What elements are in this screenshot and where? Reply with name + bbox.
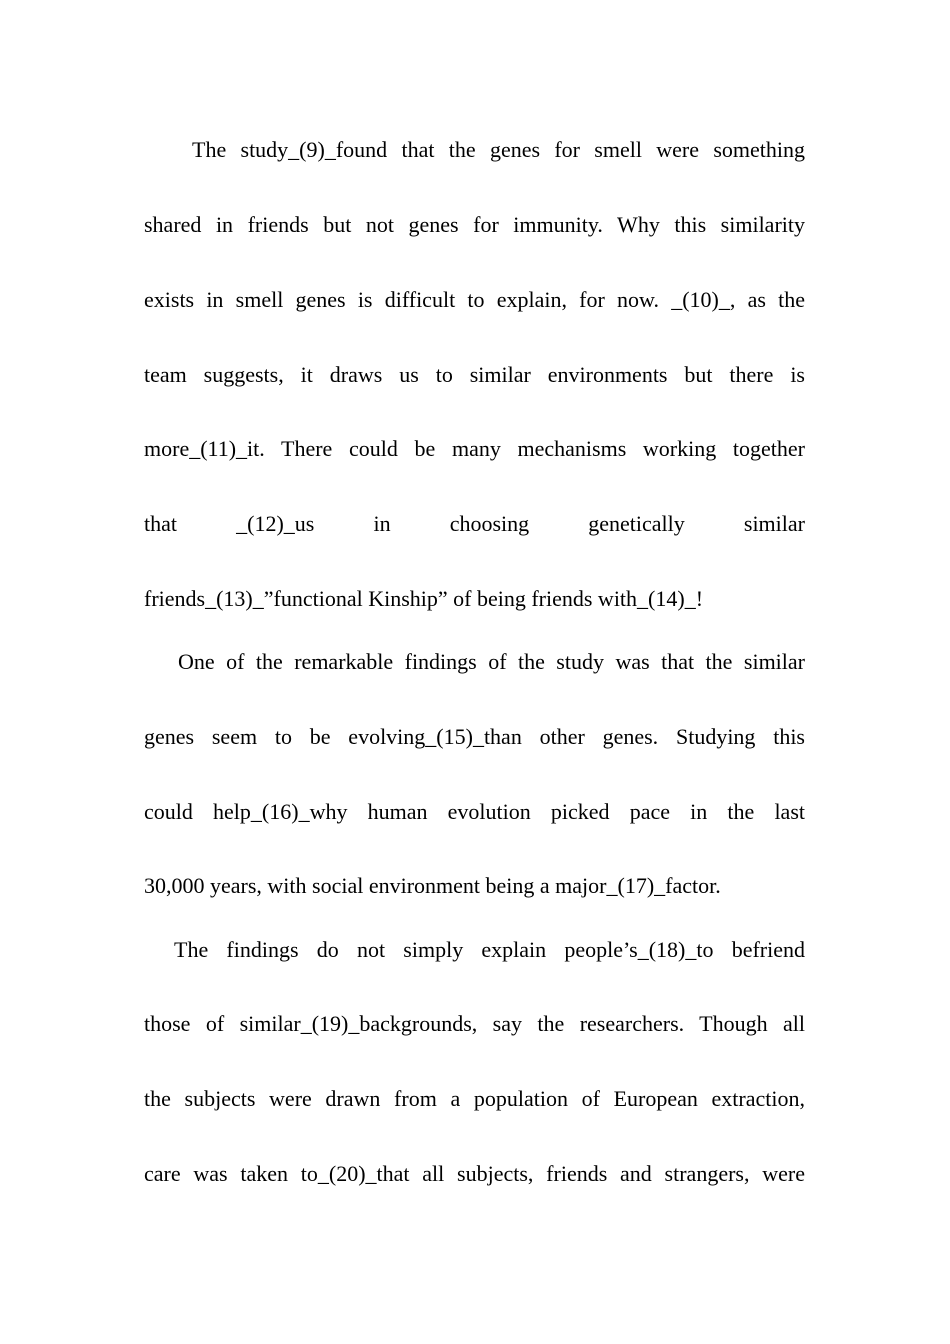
- text-line: exists in smell genes is difficult to explain, for now. _(10)_, as the: [144, 287, 805, 312]
- text-line: The findings do not simply explain people’s_(18)_to befriend: [174, 937, 805, 962]
- text-line: team suggests, it draws us to similar environments but there is: [144, 362, 805, 387]
- text-line: The study_(9)_found that the genes for smell were something: [192, 137, 805, 162]
- text-line: the subjects were drawn from a population of European extraction,: [144, 1086, 805, 1111]
- text-line: 30,000 years, with social environment being a major_(17)_factor.: [144, 873, 721, 898]
- text-line: friends_(13)_”functional Kinship” of being friends with_(14)_!: [144, 586, 704, 611]
- text-line: genes seem to be evolving_(15)_than other genes. Studying this: [144, 724, 805, 749]
- text-line: more_(11)_it. There could be many mechanisms working together: [144, 436, 805, 461]
- text-line: could help_(16)_why human evolution picked pace in the last: [144, 799, 805, 824]
- text-line: that _(12)_us in choosing genetically similar: [144, 511, 805, 536]
- text-line: One of the remarkable findings of the study was that the similar: [178, 649, 805, 674]
- text-line: care was taken to_(20)_that all subjects, friends and strangers, were: [144, 1161, 805, 1186]
- text-line: those of similar_(19)_backgrounds, say the researchers. Though all: [144, 1011, 805, 1036]
- text-line: shared in friends but not genes for immunity. Why this similarity: [144, 212, 805, 237]
